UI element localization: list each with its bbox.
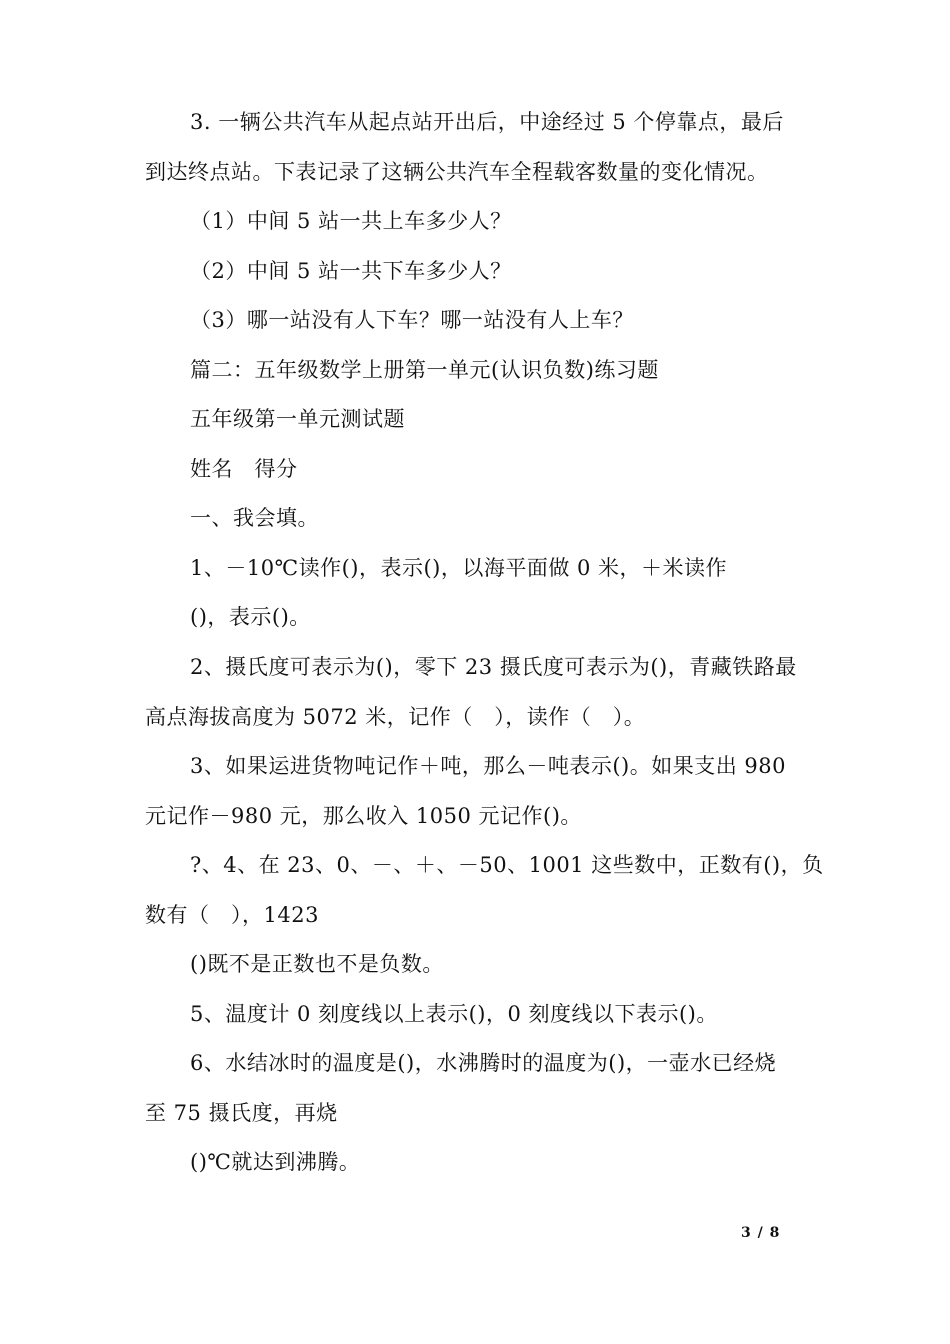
section-heading: 篇二：五年级数学上册第一单元(认识负数)练习题 (190, 358, 659, 382)
item-4-line-3: ()既不是正数也不是负数。 (190, 952, 444, 976)
item-5-line: 5、温度计 0 刻度线以上表示()，0 刻度线以下表示()。 (190, 1002, 718, 1026)
part-one-heading: 一、我会填。 (190, 506, 319, 530)
item-1-line-1: 1、－10℃读作()，表示()，以海平面做 0 米，＋米读作 (190, 556, 728, 580)
item-4-line-1: ?、4、在 23、0、－、＋、－50、1001 这些数中，正数有()，负 (190, 853, 824, 877)
item-3-line-2: 元记作－980 元，那么收入 1050 元记作()。 (145, 804, 582, 828)
item-6-line-3: ()℃就达到沸腾。 (190, 1150, 361, 1174)
sub-question-1: （1）中间 5 站一共上车多少人？ (190, 209, 512, 233)
item-2-line-1: 2、摄氏度可表示为()，零下 23 摄氏度可表示为()，青藏铁路最 (190, 655, 797, 679)
question-3-line-1: 3. 一辆公共汽车从起点站开出后，中途经过 5 个停靠点，最后 (190, 110, 784, 134)
item-2-line-2: 高点海拔高度为 5072 米，记作（ ），读作（ ）。 (145, 705, 646, 729)
item-1-line-2: ()，表示()。 (190, 605, 311, 629)
item-6-line-2: 至 75 摄氏度，再烧 (145, 1101, 338, 1125)
item-6-line-1: 6、水结冰时的温度是()，水沸腾时的温度为()，一壶水已经烧 (190, 1051, 777, 1075)
sub-question-2: （2）中间 5 站一共下车多少人？ (190, 259, 512, 283)
question-3-line-2: 到达终点站。下表记录了这辆公共汽车全程载客数量的变化情况。 (145, 160, 769, 184)
item-4-line-2: 数有（ ），1423 (145, 903, 319, 927)
item-3-line-1: 3、如果运进货物吨记作＋吨，那么－吨表示()。如果支出 980 (190, 754, 787, 778)
page-number: 3 / 8 (741, 1225, 781, 1241)
sub-question-3: （3）哪一站没有人下车？哪一站没有人上车？ (190, 308, 634, 332)
name-score-line: 姓名 得分 (190, 457, 298, 481)
test-title: 五年级第一单元测试题 (190, 407, 405, 431)
